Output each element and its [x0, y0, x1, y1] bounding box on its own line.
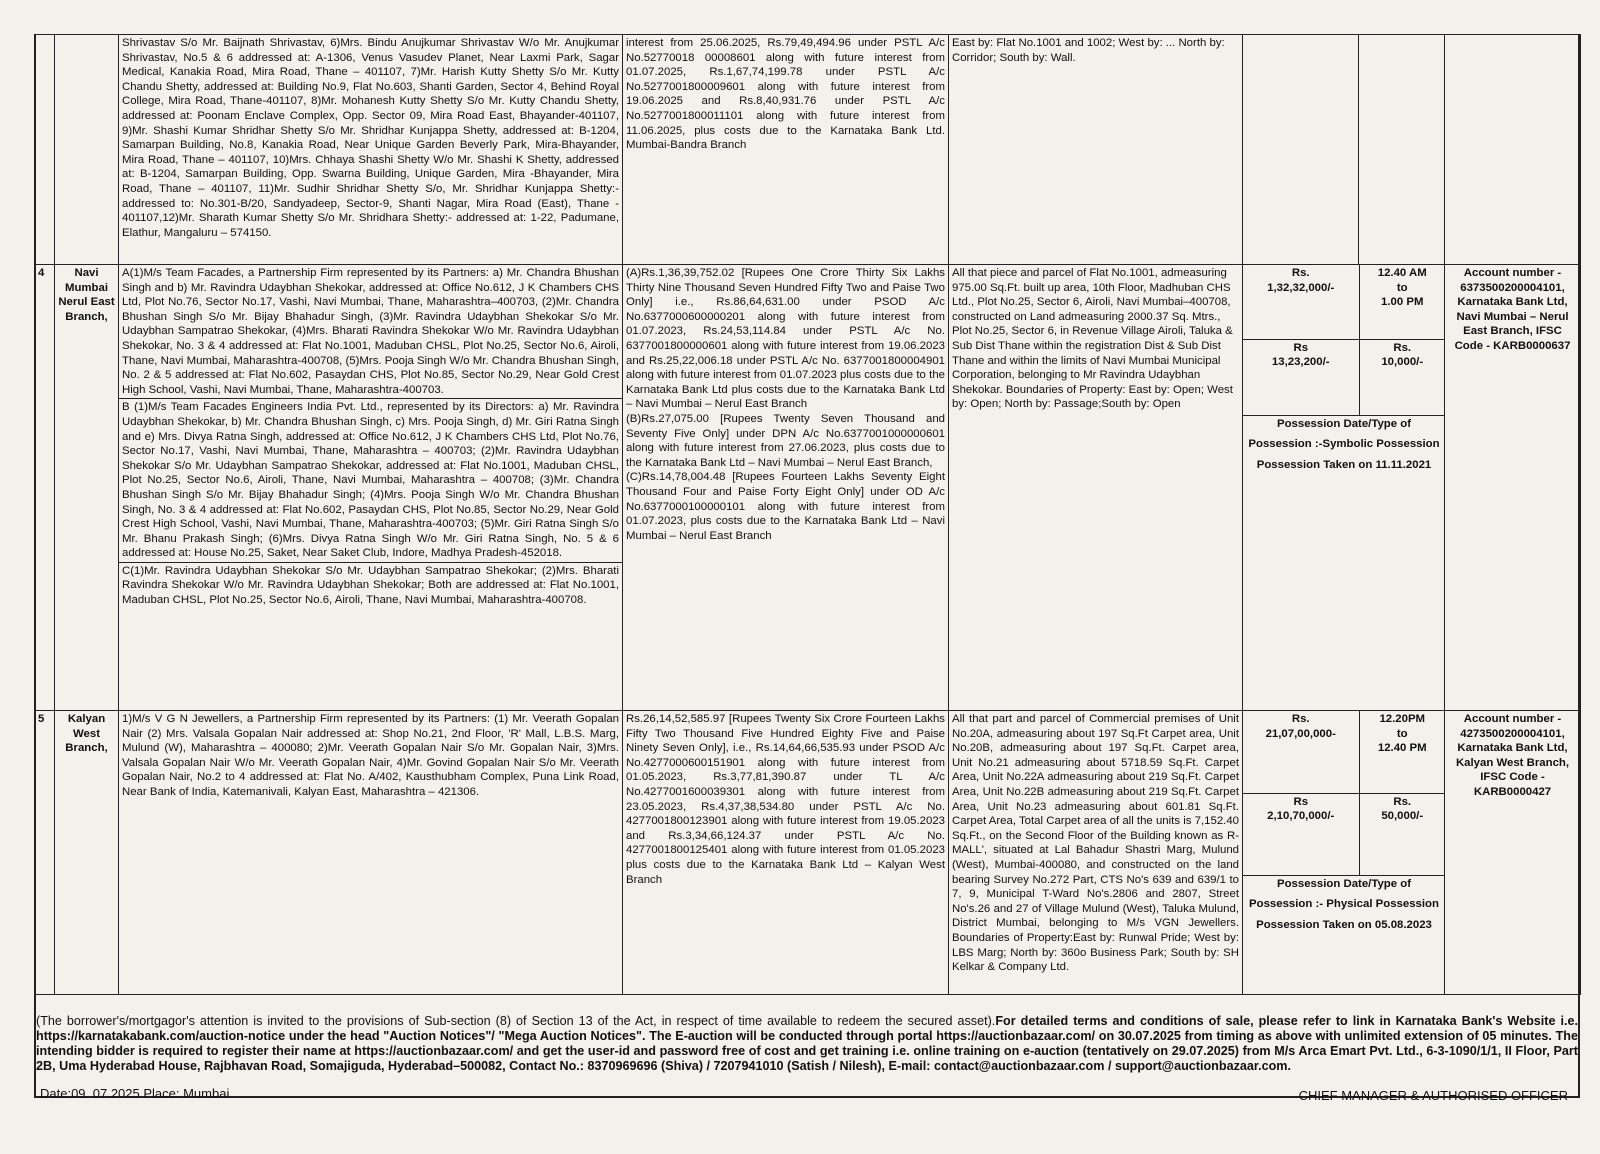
account-cell — [1445, 35, 1581, 265]
time-start: 12.20PM — [1379, 713, 1426, 725]
borrower-details: 1)M/s V G N Jewellers, a Partnership Firm represented by its Partners: (1) Mr. Veerath Gopalan Nair (2) Mrs. Valsala Gopalan Nair addressed at: Shop No.21, 2nd Floor, 'R' Mall, L.B.S. Marg, Mulund (W), Maharashtra – 400080; 2)Mr. Veerath Gopalan Nair S/o Mr. Gopalan Nair, 3)Mrs. Valsala Gopalan Nair W/o Mr. Veerath Gopalan Nair, 4)Mr. Govind Gopalan Nair S/o Mr. Veerath Gopalan Nair, No.2 to 4 addressed at: Flat No. A/402, Kausthubham Complex, Puna Link Road, Near Bank of India, Katemanivali, Kalyan East, Maharashtra – 421306. — [119, 711, 623, 995]
dues-c: (C)Rs.14,78,004.48 [Rupees Fourteen Lakhs Seventy Eight Thousand Four and Paise Forty Eight Only] under OD A/c No.6377000100000101 along with future interest from 01.07.2023, plus costs due to the Karnataka Bank Ltd – Navi Mumbai – Nerul East Branch — [626, 471, 945, 542]
dues-a: (A)Rs.1,36,39,752.02 [Rupees One Crore Thirty Six Lakhs Thirty Nine Thousand Seven Hundred Fifty Two and Paise Two Only] i.e., Rs.86,64,631.00 under PSOD A/c No.6377000600000201 along with future interest from 01.07.2023, Rs.24,53,114.84 under PSTL A/c No. 6377001800000601 along with future interest from 19.06.2023 and Rs.25,22,006.18 under PSTL A/c No. 6377001800004901 along with future interest from 01.07.2023 plus costs due to the Karnataka Bank Ltd plus costs due to the Karnataka Bank Ltd – Navi Mumbai – Nerul East Branch — [626, 267, 945, 411]
auction-time — [1359, 711, 1445, 793]
possession-info — [1243, 875, 1445, 939]
reserve-price — [1243, 711, 1359, 793]
dues-details — [623, 265, 949, 711]
possession-type: Possession :- Physical Possession — [1249, 898, 1439, 911]
possession-type: Possession :-Symbolic Possession — [1248, 438, 1440, 451]
emd-amount — [1243, 793, 1359, 875]
possession-taken: Possession Taken on 05.08.2023 — [1256, 918, 1432, 931]
borrower-group-c: C(1)Mr. Ravindra Udaybhan Shekokar S/o Mr. Udaybhan Sampatrao Shekokar; (2)Mrs. Bharati Ravindra Shekokar W/o Mr. Ravindra Udaybhan Shekokar; Both are addressed at: Flat No.1001, Maduban CHSL, Plot No.25, Sector No.6, Airoli, Thane, Navi Mumbai, Maharashtra-400708. — [119, 562, 622, 608]
table-row — [35, 265, 1581, 711]
property-details: All that part and parcel of Commercial premises of Unit No.20A, admeasuring about 197 Sq.Ft Carpet area, Unit No.20B, admeasuring about 197 Sq.Ft. Carpet area, Unit No.21 admeasuring about 5718.59 Sq.Ft. Carpet Area, Unit No.22A admeasuring about 219 Sq.Ft. Carpet Area, Unit No.22B admeasuring about 219 Sq.Ft. Carpet Area, Unit No.23 admeasuring about 601.81 Sq.Ft. Carpet Area, Total Carpet area of all the units is 7,152.40 Sq.Ft., on the Second Floor of the Building known as R-MALL', situated at Lal Bahadur Shastri Marg, Mulund (West), Mumbai-400080, and constructed on the land bearing Survey No.272 Part, CTS No's 639 and 639/1 to 7, 9, Municipal T-Ward No's.2806 and 2807, Street No's.26 and 27 of Village Mulund (West), Taluka Mulund, District Mumbai, belonging to M/s VGN Jewellers. Boundaries of Property:East by: Runwal Pride; West by: LBS Marg; North by: 360o Business Park; South by: SH Kelkar & Company Ltd. — [949, 711, 1243, 995]
terms-paragraph — [36, 1014, 1578, 1074]
borrower-details: Shrivastav S/o Mr. Baijnath Shrivastav, 6)Mrs. Bindu Anujkumar Shrivastav W/o Mr. Anujkumar Shrivastav, No.5 & 6 addressed at: A-1306, Venus Vasudev Planet, Near Laxmi Park, Sagar Medical, Kanakia Road, Mira Road, Thane – 401107, 7)Mr. Harish Kutty Shetty S/o Mr. Kutty Chandu Shetty, addressed at: Building No.9, Flat No.603, Shanti Garden, Sector 4, Behind Royal College, Mira Road, Thane-401107, 8)Mr. Mohanesh Kutty Shetty S/o Mr. Kutty Chandu Shetty, addressed at: Poonam Enclave Complex, Opp. Sector 09, Mira Road East, Bhayander-401107, 9)Mr. Shashi Kumar Shridhar Shetty S/o Mr. Shridhar Kunjappa Shetty, addressed at: B-1204, Samarpan Building, No.8, Kanakia Road, Near Unique Garden Beverly Park, Mira-Bhayander, Mira Road, Thane – 401107, 10)Mrs. Chhaya Shashi Shetty W/o Mr. Shashi K Shetty, addressed at: B-1204, Samarpan Building, Opp. Swarna Building, Unique Garden, Mira -Bhayander, Mira Road, Thane – 401107, 11)Mr. Sudhir Shridhar Shetty S/o, Mr. Shridhar Kunjappa Shetty:- addressed to: No.301-B/20, Sandyadeep, Sector-9, Shanti Nagar, Mira Road (East), Thane - 401107,12)Mr. Sharath Kumar Shetty S/o Mr. Shridhara Shetty:- addressed at: 1-22, Padumane, Elathur, Mangaluru – 574150. — [119, 35, 623, 265]
time-end: 1.00 PM — [1381, 296, 1424, 309]
price-subtable — [1243, 711, 1445, 939]
branch-name: Kalyan West Branch, — [55, 711, 119, 995]
borrower-group-b: B (1)M/s Team Facades Engineers India Pvt. Ltd., represented by its Directors: a) Mr. Ravindra Udaybhan Shekokar, b) Mr. Chandra Bhushan Singh, c) Mrs. Pooja Singh, d) Mr. Giri Ratna Singh and e) Mrs. Divya Ratna Singh, addressed at: Office No.612, J K Chambers CHS Ltd, Plot No.76, Sector No.17, Vashi, Navi Mumbai, Thane, Maharashtra – 400703; (2)Mr. Ravindra Udaybhan Shekokar S/o Mr. Udaybhan Sampatrao Shekokar, addressed at: Flat No.1001, Maduban CHSL, Plot No.25, Sector No.6, Airoli, Thane, Navi Mumbai, Maharashtra – 400708; (3)Mr. Chandra Bhushan Singh S/o Mr. Bijay Bhahadur Singh; (4)Mrs. Pooja Singh W/o Mr. Chandra Bhushan Singh, No. 3 & 4 addressed at: Flat No.602, Pasaydan CHS, Plot No.85, Sector No.29, Near Gold Crest High School, Vashi, Navi Mumbai, Thane, Maharashtra-400703; (5)Mr. Giri Ratna Singh S/o Mr. Bhanu Prakash Singh; (6)Mrs. Divya Ratna Singh W/o Mr. Giri Ratna Singh, No. 5 & 6 addressed at: House No.25, Saket, Near Saket Club, Indore, Madhya Pradesh-452018. — [119, 398, 622, 561]
dues-b: (B)Rs.27,075.00 [Rupees Twenty Seven Thousand and Seventy Five Only] under DPN A/c No.6377001000000601 along with future interest from 27.06.2023, plus costs due to the Karnataka Bank Ltd – Navi Mumbai – Nerul East Branch, — [626, 412, 945, 469]
table-row — [35, 711, 1581, 995]
time-end: 12.40 PM — [1377, 742, 1427, 755]
sr-number: 4 — [35, 265, 55, 711]
reserve-cell — [1243, 35, 1359, 265]
branch-name: Navi Mumbai Nerul East Branch, — [55, 265, 119, 711]
reserve-time-block — [1243, 711, 1445, 995]
account-details: Account number - 4273500200004101, Karnataka Bank Ltd, Kalyan West Branch, IFSC Code - KARB0000427 — [1445, 711, 1581, 995]
reserve-label: Rs. — [1291, 267, 1310, 279]
branch-cell — [55, 35, 119, 265]
borrower-group-a: A(1)M/s Team Facades, a Partnership Firm represented by its Partners: a) Mr. Chandra Bhushan Singh and b) Mr. Ravindra Udaybhan Shekokar, addressed at: Office No.612, J K Chambers CHS Ltd, Plot No.76, Sector No.17, Vashi, Navi Mumbai, Thane, Maharashtra–400703, (2)Mr. Chandra Bhushan Singh S/o Mr. Bijay Bhahadur Singh, (3)Mr. Ravindra Udaybhan Shekokar S/o Mr. Udaybhan Sampatrao Shekokar, (4)Mrs. Bharati Ravindra Shekokar W/o Mr. Ravindra Udaybhan Shekokar, No. 3 & 4 addressed at: Flat No.1001, Maduban CHSL, Plot No.25, Sector No.6, Airoli, Thane, Navi Mumbai, Maharashtra-400708, (5)Mrs. Pooja Singh W/o Mr. Chandra Bhushan Singh, No. 2 & 5 addressed at: Flat No.602, Pasaydan CHS, Plot No.85, Sector No.29, Near Gold Crest High School, Vashi, Navi Mumbai, Thane, Maharashtra-400703. — [122, 267, 620, 396]
reserve-value: 1,32,32,000/- — [1267, 281, 1335, 294]
bid-increment — [1359, 339, 1445, 415]
bid-inc-value: 50,000/- — [1381, 810, 1424, 823]
possession-info — [1243, 415, 1445, 479]
property-details: All that piece and parcel of Flat No.1001, admeasuring 975.00 Sq.Ft. built up area, 10th Floor, Madhuban CHS Ltd., Plot No.25, Sector 6, Airoli, Navi Mumbai–400708, constructed on Land admeasuring 2000.37 Sq. Mtrs., Plot No.25, Sector 6, in Revenue Village Airoli, Taluka & Sub Dist Thane within the registration Dist & Sub Dist Thane and within the limits of Navi Mumbai Municipal Corporation, belonging to Mr Ravindra Udaybhan Shekokar. Boundaries of Property: East by: Open; West by: Open; North by: Passage;South by: Open — [949, 265, 1243, 711]
emd-label: Rs — [1293, 795, 1309, 808]
reserve-price — [1243, 265, 1359, 339]
dues-details: interest from 25.06.2025, Rs.79,49,494.96 under PSTL A/c No.52770018 00008601 along with future interest from 01.07.2025, Rs.1,67,74,199.78 under PSTL A/c No.5277001800009601 along with future interest from 19.06.2025 and Rs.8,40,931.76 under PSTL A/c No.5277001800011101 along with future interest from 11.06.2025, plus costs due to the Karnataka Bank Ltd. Mumbai-Bandra Branch — [623, 35, 949, 265]
emd-value: 13,23,200/- — [1271, 356, 1330, 369]
time-to: to — [1396, 281, 1408, 294]
auction-time — [1359, 265, 1445, 339]
auction-notice-table — [34, 34, 1581, 995]
borrower-details — [119, 265, 623, 711]
possession-head: Possession Date/Type of — [1277, 877, 1411, 890]
property-details: East by: Flat No.1001 and 1002; West by: ... North by: Corridor; South by: Wall. — [949, 35, 1243, 265]
emd-label: Rs — [1293, 341, 1309, 354]
signatory: CHIEF MANAGER & AUTHORISED OFFICER — [1298, 1088, 1568, 1103]
redemption-note: (The borrower's/mortgagor's attention is invited to the provisions of Sub-section (8) of Section 13 of the Act, in respect of time available to redeem the secured asset). — [36, 1014, 996, 1028]
reserve-time-block — [1243, 265, 1445, 711]
emd-value: 2,10,70,000/- — [1267, 810, 1335, 823]
reserve-value: 21,07,00,000- — [1265, 727, 1336, 740]
possession-head: Possession Date/Type of — [1277, 417, 1411, 430]
sr-number: 5 — [35, 711, 55, 995]
bid-increment — [1359, 793, 1445, 875]
account-details: Account number - 6373500200004101, Karnataka Bank Ltd, Navi Mumbai – Nerul East Branch, IFSC Code - KARB0000637 — [1445, 265, 1581, 711]
bid-inc-label: Rs. — [1393, 341, 1412, 354]
emd-amount — [1243, 339, 1359, 415]
time-to: to — [1396, 727, 1408, 740]
reserve-label: Rs. — [1291, 713, 1310, 725]
table-row — [35, 35, 1581, 265]
auction-terms: For detailed terms and conditions of sale, please refer to link in Karnataka Bank's Website i.e. https://karnatakabank.com/auction-notice under the head "Auction Notices"/ "Mega Auction Notices". The E-auction will be conducted through portal https://auctionbazaar.com/ on 30.07.2025 from timing as above with unlimited extension of 05 minutes. The intending bidder is required to register their name at https://auctionbazaar.com/ and get the user-id and password free of cost and get training i.e. online training on e-auction (tentatively on 29.07.2025) from M/s Arca Emart Pvt. Ltd., 6-3-1090/1/1, II Floor, Part 2B, Uma Hyderabad House, Rajbhavan Road, Somajiguda, Hyderabad–500082, Contact No.: 8370969696 (Shiva) / 7207941010 (Satish / Nilesh), E-mail: contact@auctionbazaar.com / support@auctionbazaar.com. — [36, 1014, 1578, 1073]
bid-inc-label: Rs. — [1393, 795, 1412, 808]
time-start: 12.40 AM — [1377, 267, 1427, 279]
dues-details: Rs.26,14,52,585.97 [Rupees Twenty Six Crore Fourteen Lakhs Fifty Two Thousand Five Hundred Eighty Five and Paise Ninety Seven Only], i.e., Rs.14,64,66,535.93 under PSOD A/c No.4277000600151901 along with future interest from 01.05.2023, Rs.3,77,81,390.87 under TL A/c No.4277001600039301 along with future interest from 23.05.2023, Rs.4,37,38,534.80 under PSTL A/c No. 4277001800123901 along with future interest from 19.05.2023 and Rs.3,34,66,124.37 under PSTL A/c No. 4277001800125401 along with future interest from 01.05.2023 plus costs due to the Karnataka Bank Ltd – Kalyan West Branch — [623, 711, 949, 995]
date-place: Date:09. 07.2025 Place: Mumbai — [40, 1086, 230, 1101]
sr-cell — [35, 35, 55, 265]
possession-taken: Possession Taken on 11.11.2021 — [1256, 458, 1432, 471]
bid-inc-value: 10,000/- — [1381, 356, 1424, 369]
price-subtable — [1243, 265, 1445, 479]
time-cell — [1359, 35, 1445, 265]
